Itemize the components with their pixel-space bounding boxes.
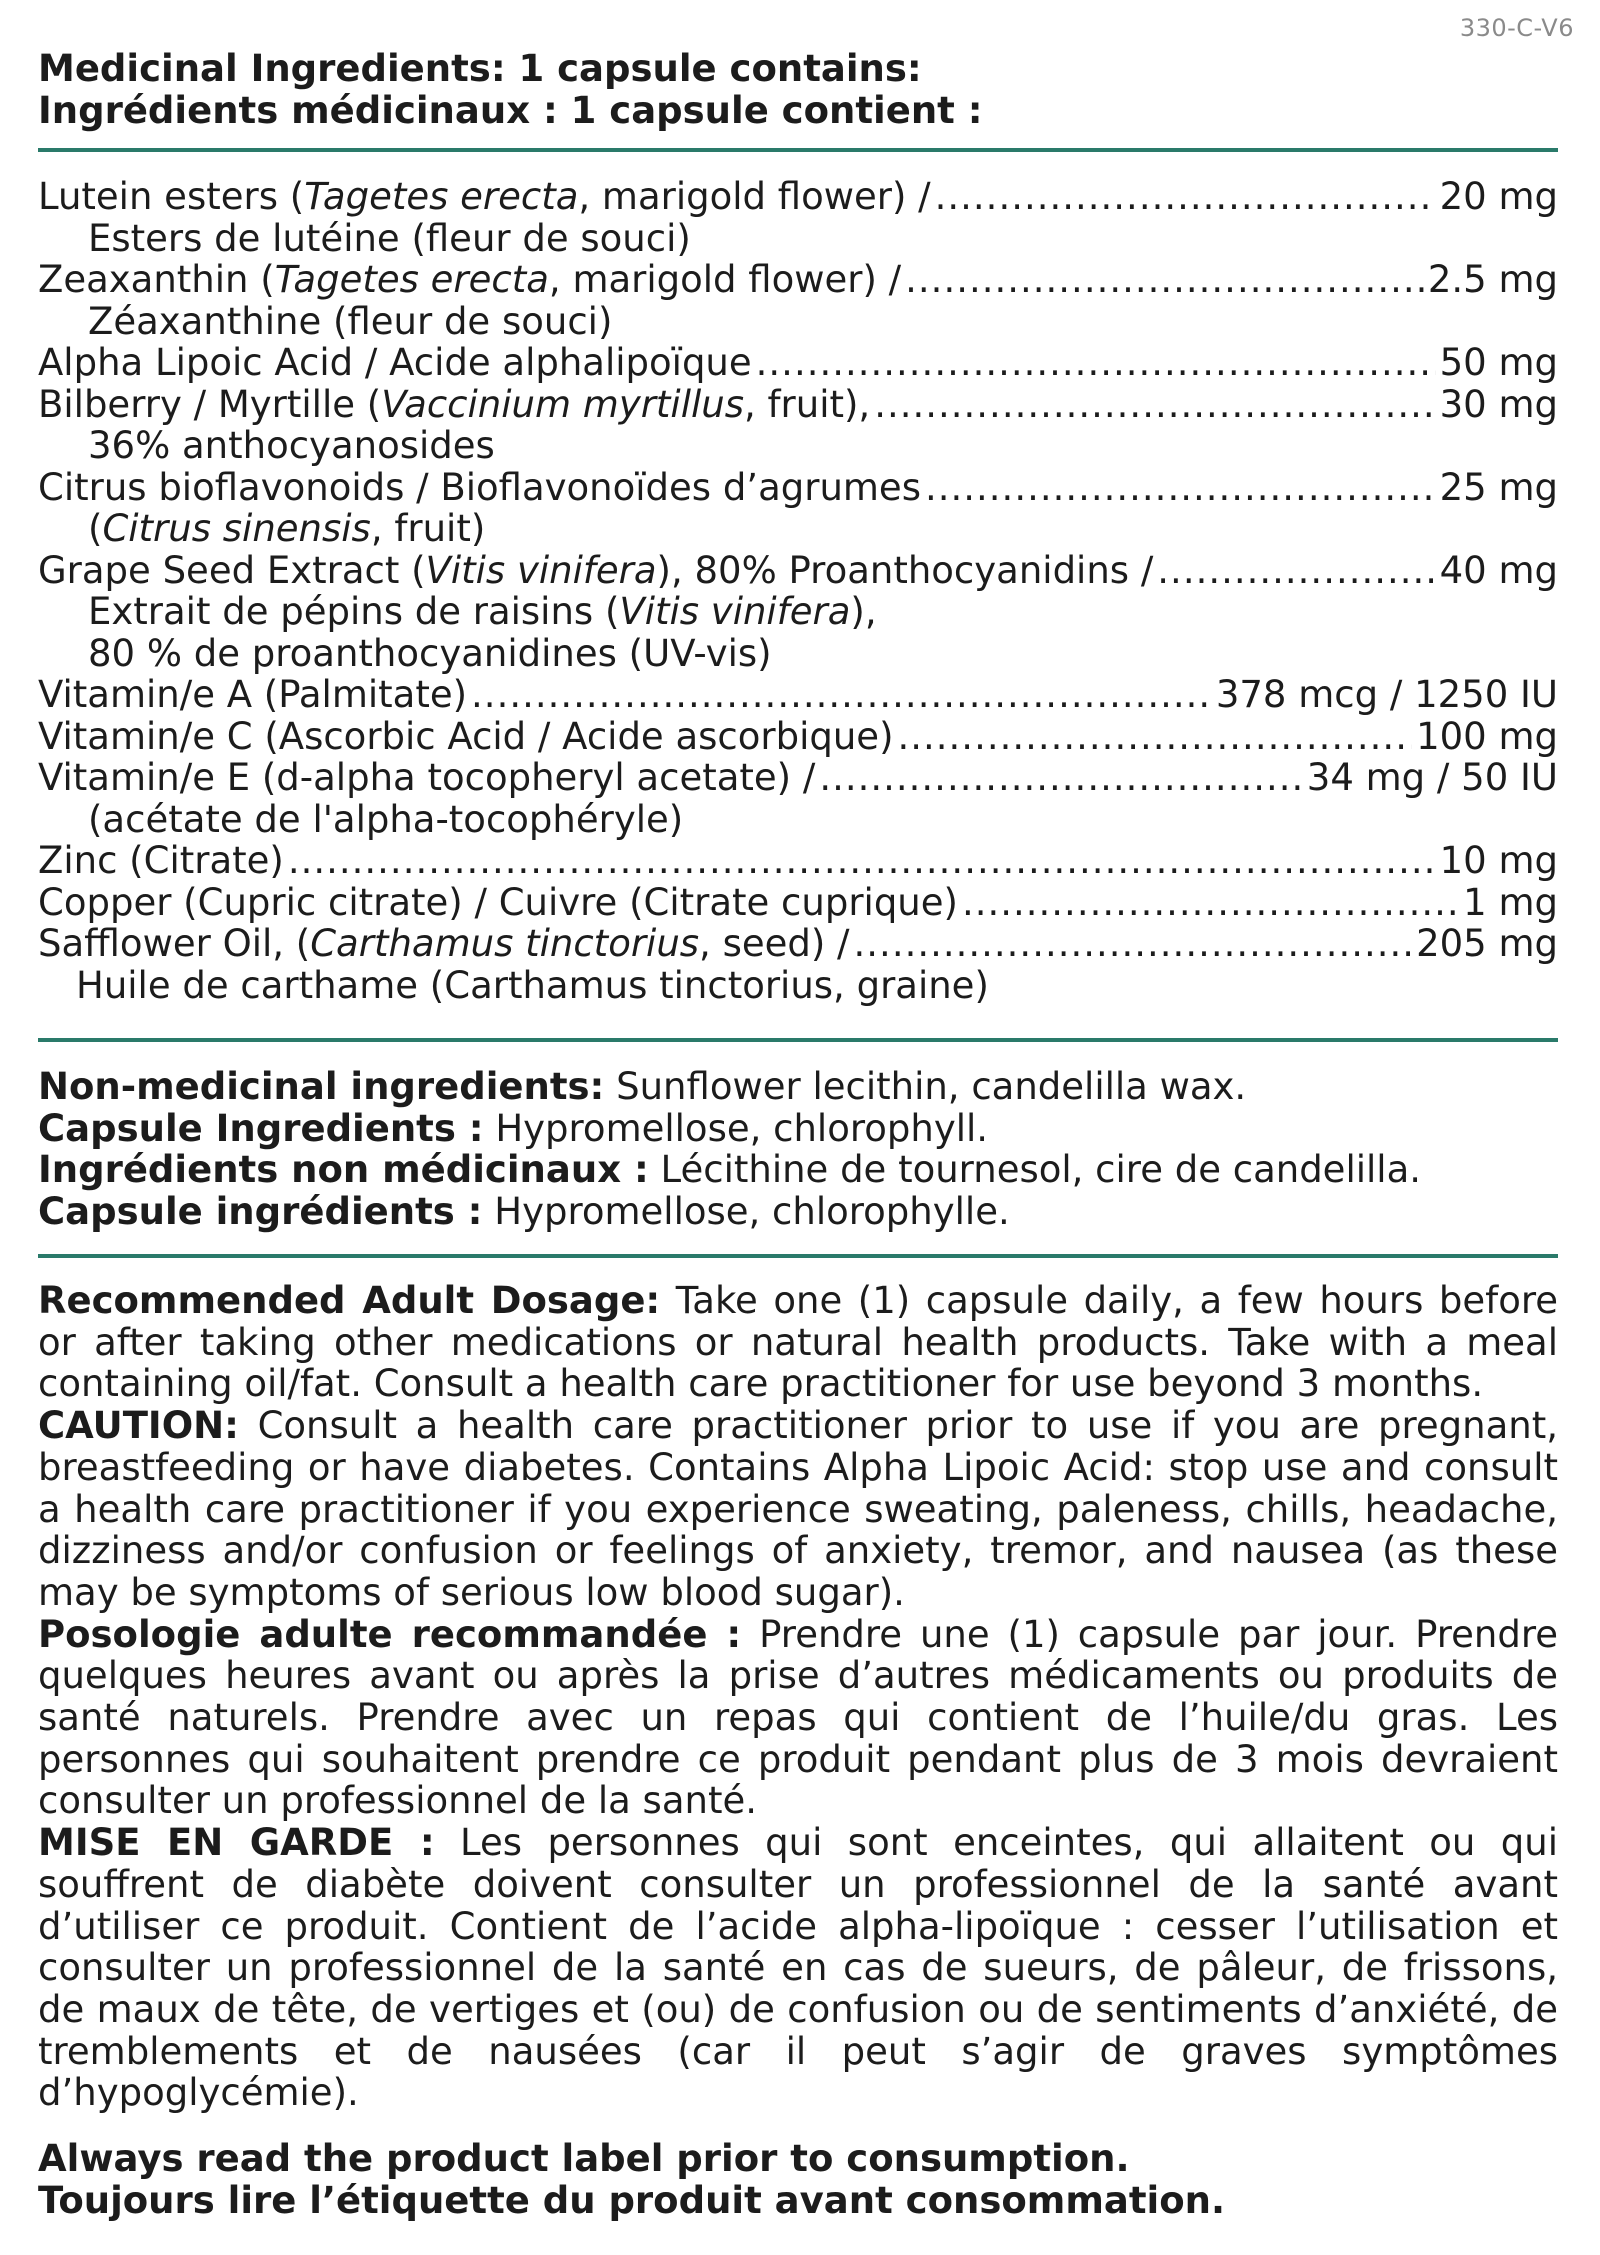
ingredient-amount: 20 mg [1439,175,1558,218]
ingredient-row [38,550,1558,592]
ingredient-amount: 1 mg [1463,880,1558,924]
heading-english: Medicinal Ingredients: 1 capsule contains: [38,47,922,90]
ingredient-name: Grape Seed Extract (Vitis vinifera), 80% Proanthocyanidins / [38,548,1154,592]
dot-leader [756,342,1436,384]
ingredient-name: Safflower Oil, (Carthamus tinctorius, seed) / [38,922,850,965]
ingredient-amount: 10 mg [1439,839,1558,882]
dot-leader [935,176,1436,218]
ingredient-detail: 36% anthocyanosides [88,424,495,467]
label-code: 330-C-V6 [1459,14,1574,42]
ingredient-french-name: Zéaxanthine (fleur de souci) [88,299,613,343]
ingredient-french-name: Extrait de pépins de raisins (Vitis vinifera), [88,590,877,633]
ingredient-amount: 40 mg [1439,548,1558,592]
ingredient-name: Copper (Cupric citrate) / Cuivre (Citrate cuprique) [38,880,958,924]
ingredient-detail: 80 % de proanthocyanidines (UV-vis) [88,631,772,675]
dosage-english: Recommended Adult Dosage: Take one (1) capsule daily, a few hours before or after taking other medications or natural health products. Take with a meal containing oil/fat. Consult a health care practitioner for use beyond 3 months. [38,1279,1558,1406]
ingredient-french-name: Esters de lutéine (fleur de souci) [88,216,691,260]
dot-leader [1157,550,1435,592]
caution-english: CAUTION: Consult a health care practitioner prior to use if you are pregnant, breastfeeding or have diabetes. Contains Alpha Lipoic Acid: stop use and consult a health care practitioner if you experience sweating, paleness, chills, headache, dizziness and/or confusion or feelings of anxiety, tremor, and nausea (as these may be symptoms of serious low blood sugar). [38,1404,1558,1614]
ingredient-name: Vitamin/e C (Ascorbic Acid / Acide ascorbique) [38,714,894,758]
ingredient-name: Vitamin/e A (Palmitate) [38,673,468,716]
footer-notice [38,2138,1558,2222]
ingredient-list [38,176,1558,1006]
dot-leader [925,467,1436,509]
dot-leader [874,384,1435,426]
footer-french: Toujours lire l’étiquette du produit avant consommation. [38,2179,1226,2223]
non-medicinal-line-french: Ingrédients non médicinaux : Lécithine de tournesol, cire de candelilla. [38,1148,1421,1191]
dot-leader [962,882,1459,924]
capsule-ingredients-line: Capsule Ingredients : Hypromellose, chlorophyll. [38,1106,989,1150]
ingredient-source: (Citrus sinensis, fruit) [88,507,486,550]
dot-leader [854,923,1413,965]
ingredient-row [38,176,1558,218]
ingredient-row [38,674,1558,716]
ingredient-row [38,840,1558,882]
ingredient-name: Zeaxanthin (Tagetes erecta, marigold flower) / [38,258,902,301]
ingredient-row [38,757,1558,799]
ingredient-row [38,384,1558,426]
ingredient-name: Citrus bioflavonoids / Bioflavonoïdes d’agrumes [38,465,921,509]
non-medicinal-line: Non-medicinal ingredients: Sunflower lecithin, candelilla wax. [38,1065,1247,1108]
footer-english: Always read the product label prior to consumption. [38,2137,1130,2181]
ingredient-name: Alpha Lipoic Acid / Acide alphalipoïque [38,341,752,384]
divider [38,1254,1558,1258]
ingredient-row [38,342,1558,384]
dosage-french: Posologie adulte recommandée : Prendre une (1) capsule par jour. Prendre quelques heures avant ou après la prise d’autres médicaments ou produits de santé naturels. Prendre avec un repas qui contient de l’huile/du gras. Les personnes qui souhaitent prendre ce produit pendant plus de 3 mois devraient consulter un professionnel de la santé. [38,1612,1559,1823]
ingredient-name: Zinc (Citrate) [38,839,284,882]
ingredient-row [38,882,1558,924]
ingredient-amount: 25 mg [1439,465,1558,509]
ingredient-row [38,259,1558,301]
ingredient-amount: 378 mcg / 1250 IU [1215,673,1558,716]
ingredient-amount: 205 mg [1416,922,1558,965]
heading-french: Ingrédients médicinaux : 1 capsule contient : [38,89,983,132]
ingredient-amount: 30 mg [1439,382,1558,426]
ingredient-amount: 2.5 mg [1427,258,1558,301]
ingredient-row [38,923,1558,965]
ingredient-amount: 50 mg [1439,341,1558,384]
dot-leader [905,259,1424,301]
divider [38,148,1558,152]
ingredient-row [38,467,1558,509]
dot-leader [898,716,1413,758]
ingredient-name: Lutein esters (Tagetes erecta, marigold flower) / [38,175,931,218]
ingredient-name: Vitamin/e E (d-alpha tocopheryl acetate) / [38,756,816,799]
capsule-ingredients-line-french: Capsule ingrédients : Hypromellose, chlorophylle. [38,1189,1010,1233]
label-document [38,0,1558,2222]
dot-leader [471,674,1212,716]
dot-leader [288,840,1436,882]
dosage-section [38,1280,1558,2114]
dot-leader [819,757,1302,799]
ingredient-amount: 34 mg / 50 IU [1306,756,1558,799]
divider [38,1038,1558,1042]
ingredient-row [38,716,1558,758]
non-medicinal-section [38,1066,1558,1232]
ingredient-amount: 100 mg [1416,714,1558,758]
medicinal-heading [38,48,1558,132]
ingredient-french-name: (acétate de l'alpha-tocophéryle) [88,797,684,841]
ingredient-french-name: Huile de carthame (Carthamus tinctorius, graine) [76,963,989,1007]
ingredient-name: Bilberry / Myrtille (Vaccinium myrtillus, fruit), [38,382,871,426]
caution-french: MISE EN GARDE : Les personnes qui sont enceintes, qui allaitent ou qui souffrent de diabète doivent consulter un professionnel de la santé avant d’utiliser ce produit. Contient de l’acide alpha-lipoïque : cesser l’utilisation et consulter un professionnel de la santé en cas de sueurs, de pâleur, de frissons, de maux de tête, de vertiges et (ou) de confusion ou de sentiments d’anxiété, de tremblements et de nausées (car il peut s’agir de graves symptômes d’hypoglycémie). [38,1821,1558,2115]
